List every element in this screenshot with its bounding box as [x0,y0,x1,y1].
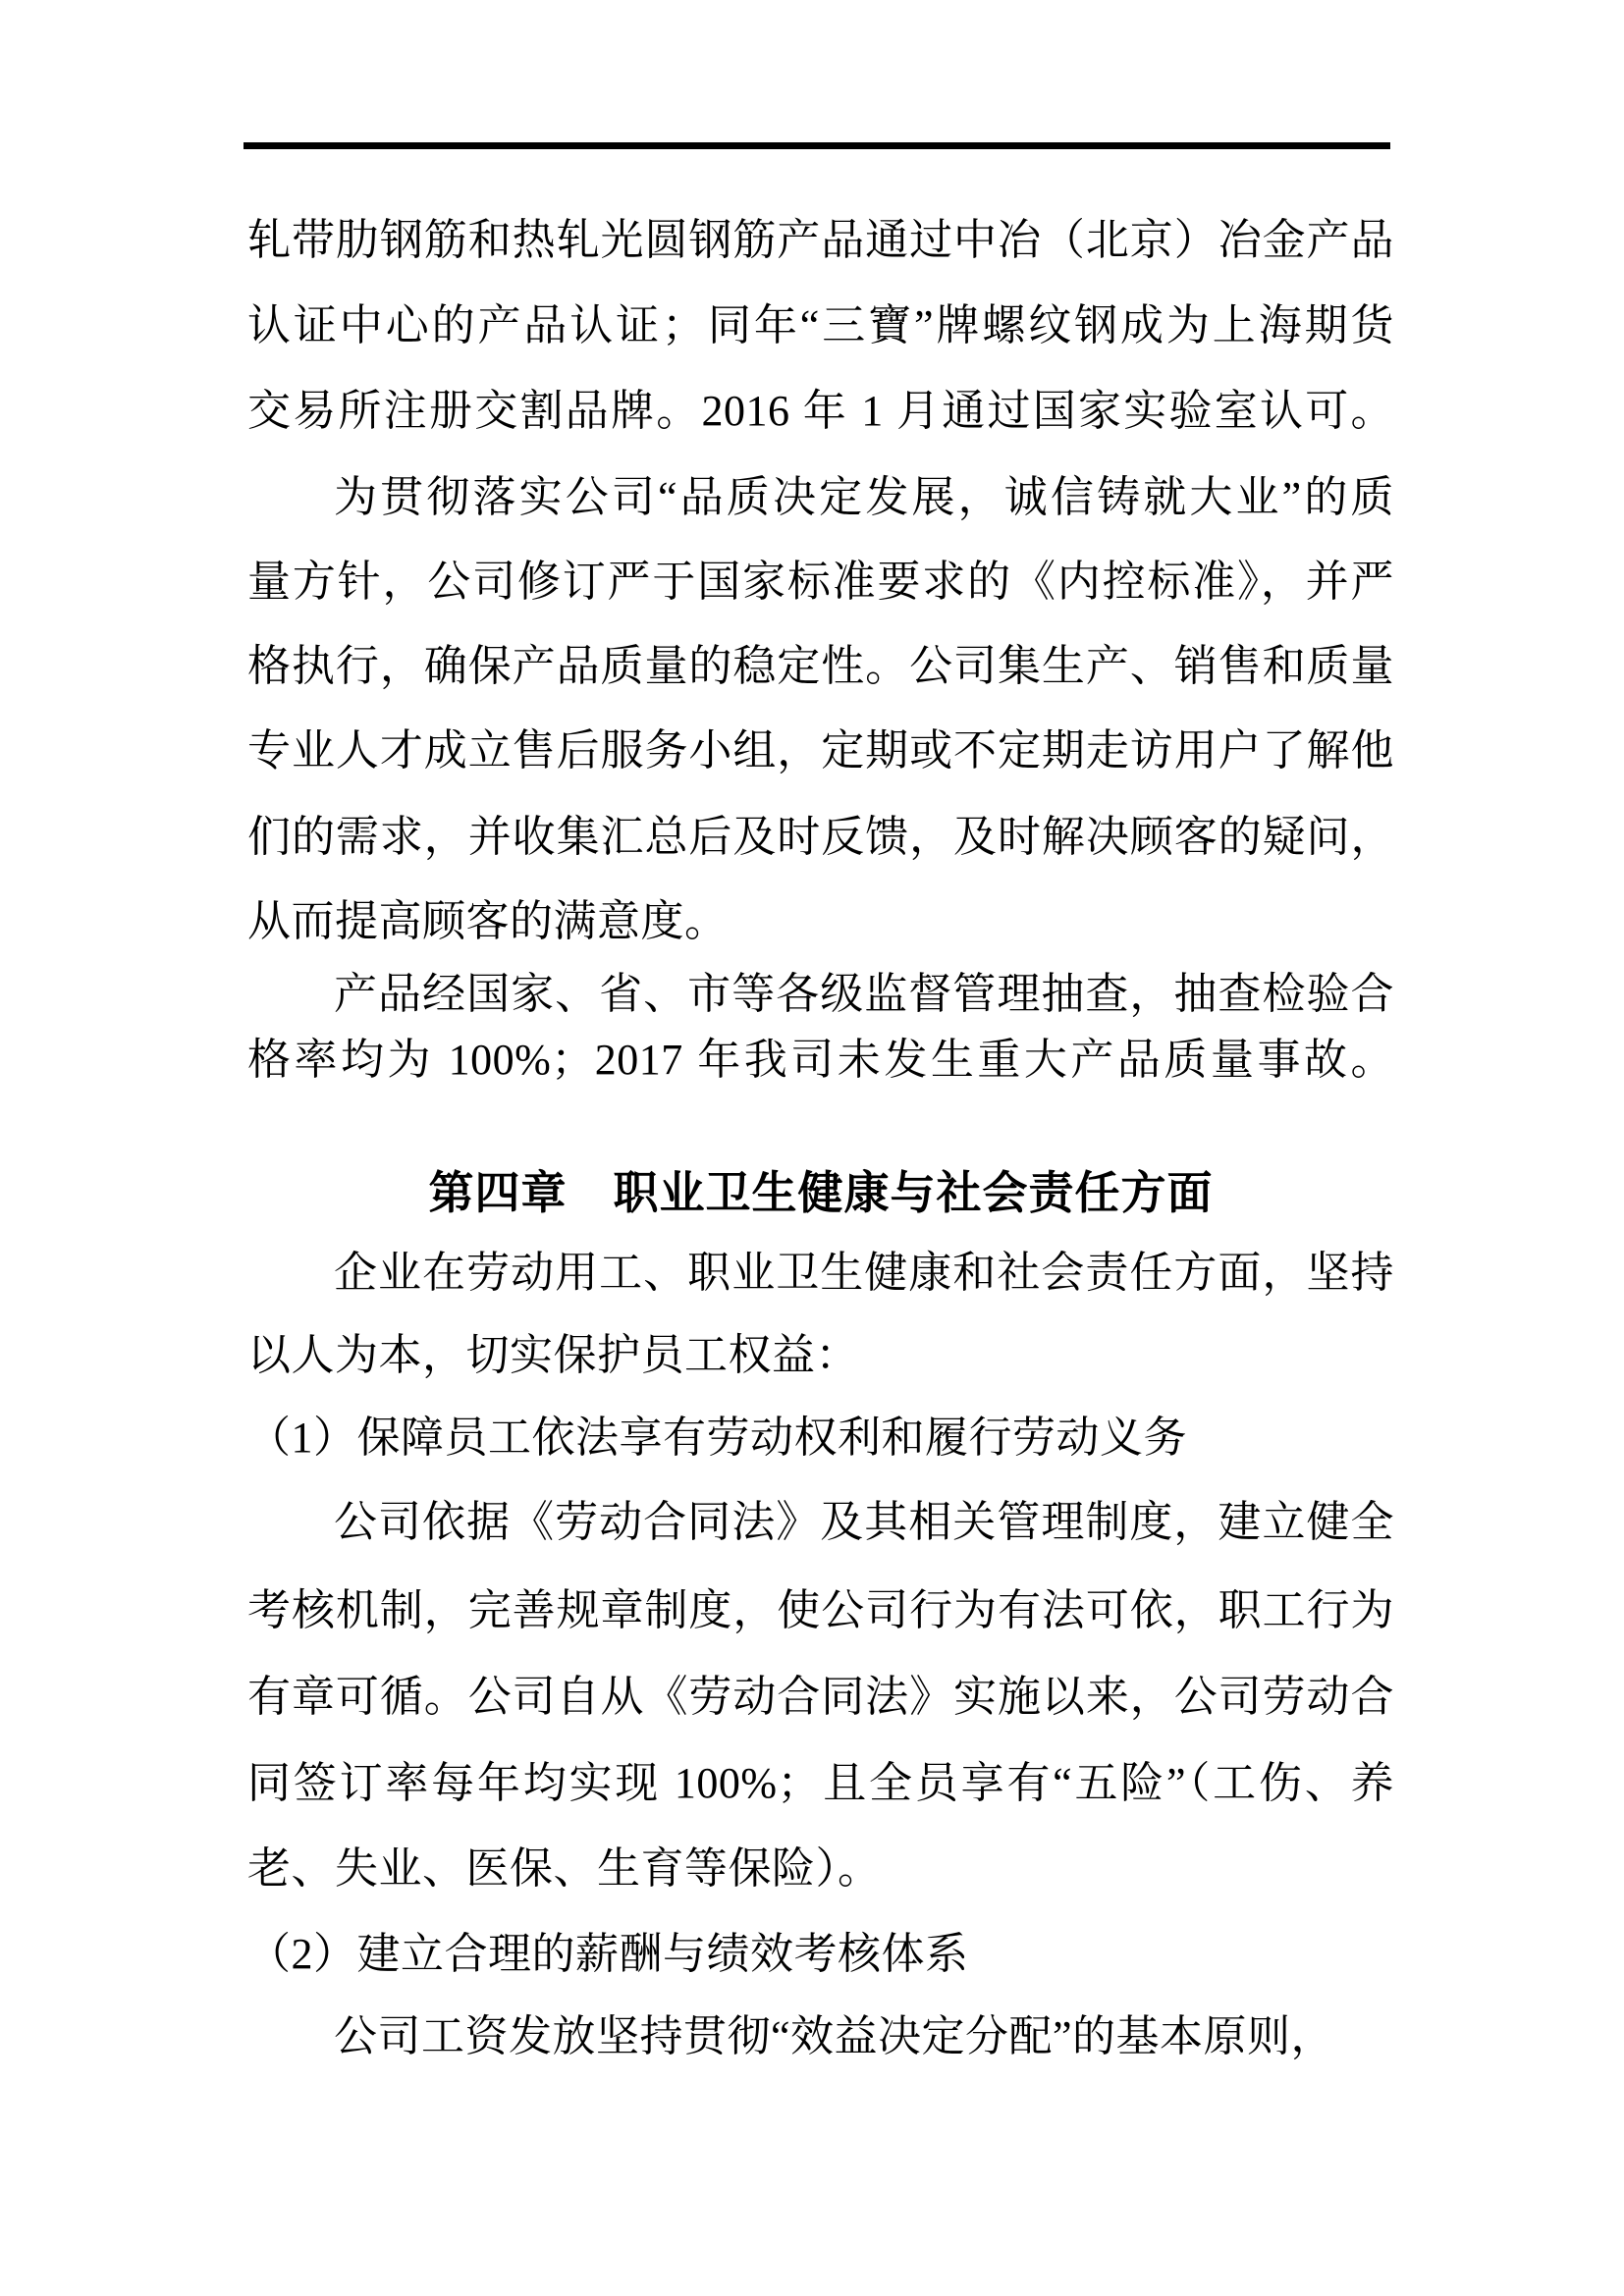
text-line: 专业人才成立售后服务小组，定期或不定期走访用户了解他 [247,726,1394,774]
text-line: 有章可循。公司自从《劳动合同法》实施以来，公司劳动合 [247,1673,1394,1721]
text-line: 认证中心的产品认证；同年“三寶”牌螺纹钢成为上海期货 [247,301,1394,349]
text-line: （1）保障员工依法享有劳动权利和履行劳动义务 [247,1414,1187,1462]
text-line: 企业在劳动用工、职业卫生健康和社会责任方面，坚持 [334,1249,1394,1297]
text-line: 产品经国家、省、市等各级监督管理抽查，抽查检验合 [334,970,1394,1018]
text-line: 考核机制，完善规章制度，使公司行为有法可依，职工行为 [247,1586,1394,1634]
text-line: 格率均为 100%；2017 年我司未发生重大产品质量事故。 [247,1036,1394,1084]
text-line: 同签订率每年均实现 100%；且全员享有“五险”（工伤、养 [247,1759,1394,1807]
text-line: 轧带肋钢筋和热轧光圆钢筋产品通过中冶（北京）冶金产品 [247,216,1394,264]
text-line: 以人为本，切实保护员工权益： [247,1331,859,1379]
text-line: 老、失业、医保、生育等保险）。 [247,1844,882,1893]
text-line: 公司工资发放坚持贯彻“效益决定分配”的基本原则， [334,2012,1335,2060]
header-rule [244,142,1390,149]
text-line: （2）建立合理的薪酬与绩效考核体系 [247,1930,969,1978]
text-line: 从而提高顾客的满意度。 [247,897,729,945]
text-line: 为贯彻落实公司“品质决定发展，诚信铸就大业”的质 [334,473,1394,521]
text-line: 格执行，确保产品质量的稳定性。公司集生产、销售和质量 [247,642,1394,690]
text-line: 们的需求，并收集汇总后及时反馈，及时解决顾客的疑问， [247,813,1394,861]
text-line: 公司依据《劳动合同法》及其相关管理制度，建立健全 [334,1498,1394,1546]
text-line: 量方针，公司修订严于国家标准要求的《内控标准》，并严 [247,558,1394,606]
text-line: 交易所注册交割品牌。2016 年 1 月通过国家实验室认可。 [247,387,1394,435]
chapter-heading: 第四章 职业卫生健康与社会责任方面 [428,1168,1214,1218]
